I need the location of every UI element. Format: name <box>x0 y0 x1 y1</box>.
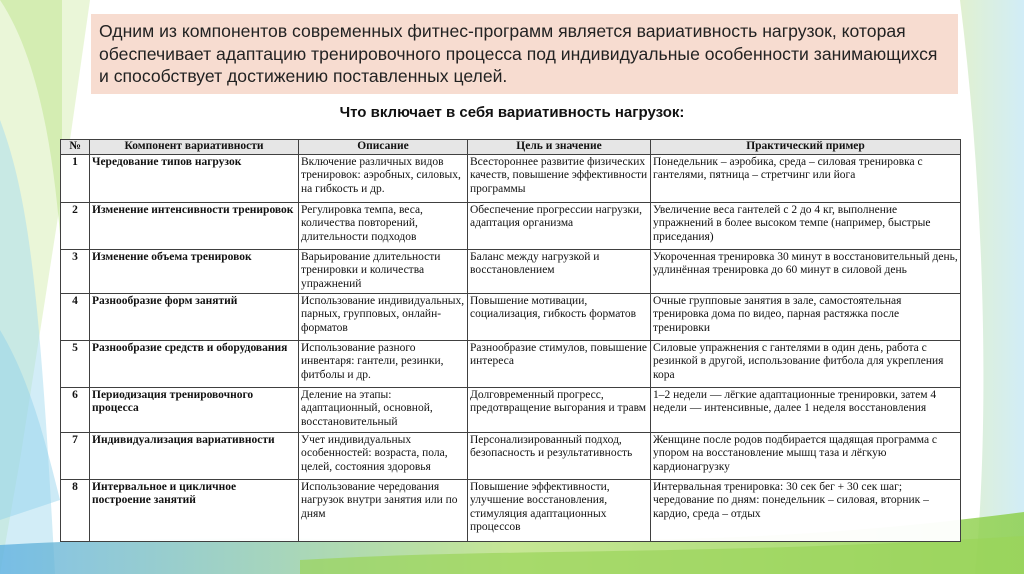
row-component: Изменение интенсивности тренировок <box>90 203 299 250</box>
row-example: Интервальная тренировка: 30 сек бег + 30 сек шаг; чередование по дням: понедельник – силовая, вторник – кардио, среда – отдых <box>651 480 961 542</box>
table-row <box>61 155 961 203</box>
row-example: 1–2 недели — лёгкие адаптационные тренировки, затем 4 недели — интенсивные, далее 1 неделя восстановления <box>651 388 961 433</box>
table-header-row <box>61 140 961 155</box>
row-goal: Повышение мотивации, социализация, гибкость форматов <box>468 294 651 341</box>
row-goal: Разнообразие стимулов, повышение интереса <box>468 341 651 388</box>
row-number: 4 <box>61 294 90 341</box>
variability-table <box>60 139 961 542</box>
row-component: Индивидуализация вариативности <box>90 433 299 480</box>
header-description: Описание <box>299 140 468 155</box>
row-number: 5 <box>61 341 90 388</box>
header-number: № <box>61 140 90 155</box>
row-description: Использование чередования нагрузок внутри занятия или по дням <box>299 480 468 542</box>
row-description: Варьирование длительности тренировки и количества упражнений <box>299 250 468 294</box>
row-example: Увеличение веса гантелей с 2 до 4 кг, выполнение упражнений в более высоком темпе (например, быстрые приседания) <box>651 203 961 250</box>
row-component: Интервальное и цикличное построение занятий <box>90 480 299 542</box>
row-goal: Персонализированный подход, безопасность и результативность <box>468 433 651 480</box>
table-row <box>61 388 961 433</box>
row-goal: Повышение эффективности, улучшение восстановления, стимуляция адаптационных процессов <box>468 480 651 542</box>
table-row <box>61 341 961 388</box>
row-number: 6 <box>61 388 90 433</box>
row-number: 3 <box>61 250 90 294</box>
row-number: 1 <box>61 155 90 203</box>
header-goal: Цель и значение <box>468 140 651 155</box>
header-component: Компонент вариативности <box>90 140 299 155</box>
row-example: Очные групповые занятия в зале, самостоятельная тренировка дома по видео, парная растяжка после тренировки <box>651 294 961 341</box>
row-number: 2 <box>61 203 90 250</box>
row-description: Учет индивидуальных особенностей: возраста, пола, целей, состояния здоровья <box>299 433 468 480</box>
row-component: Чередование типов нагрузок <box>90 155 299 203</box>
row-example: Укороченная тренировка 30 минут в восстановительный день, удлинённая тренировка до 60 минут в силовой день <box>651 250 961 294</box>
row-example: Силовые упражнения с гантелями в один день, работа с резинкой в другой, использование фитбола для укрепления кора <box>651 341 961 388</box>
intro-text-box: Одним из компонентов современных фитнес-программ является вариативность нагрузок, которая обеспечивает адаптацию тренировочного процесса под индивидуальные особенности занимающихся и способствует достижению поставленных целей. <box>91 14 958 94</box>
row-goal: Обеспечение прогрессии нагрузки, адаптация организма <box>468 203 651 250</box>
table-row <box>61 480 961 542</box>
row-description: Включение различных видов тренировок: аэробных, силовых, на гибкость и др. <box>299 155 468 203</box>
table-row <box>61 433 961 480</box>
row-number: 7 <box>61 433 90 480</box>
row-description: Использование индивидуальных, парных, групповых, онлайн-форматов <box>299 294 468 341</box>
table-row <box>61 250 961 294</box>
row-description: Регулировка темпа, веса, количества повторений, длительности подходов <box>299 203 468 250</box>
row-component: Разнообразие средств и оборудования <box>90 341 299 388</box>
row-example: Женщине после родов подбирается щадящая программа с упором на восстановление мышц таза и лёгкую кардионагрузку <box>651 433 961 480</box>
row-goal: Баланс между нагрузкой и восстановлением <box>468 250 651 294</box>
row-goal: Долговременный прогресс, предотвращение выгорания и травм <box>468 388 651 433</box>
row-component: Периодизация тренировочного процесса <box>90 388 299 433</box>
table-row <box>61 294 961 341</box>
row-component: Разнообразие форм занятий <box>90 294 299 341</box>
row-goal: Всестороннее развитие физических качеств, повышение эффективности программы <box>468 155 651 203</box>
row-description: Использование разного инвентаря: гантели, резинки, фитболы и др. <box>299 341 468 388</box>
row-number: 8 <box>61 480 90 542</box>
row-example: Понедельник – аэробика, среда – силовая тренировка с гантелями, пятница – стретчинг или йога <box>651 155 961 203</box>
table-row <box>61 203 961 250</box>
header-example: Практический пример <box>651 140 961 155</box>
row-description: Деление на этапы: адаптационный, основной, восстановительный <box>299 388 468 433</box>
table-heading: Что включает в себя вариативность нагрузок: <box>339 104 685 121</box>
row-component: Изменение объема тренировок <box>90 250 299 294</box>
